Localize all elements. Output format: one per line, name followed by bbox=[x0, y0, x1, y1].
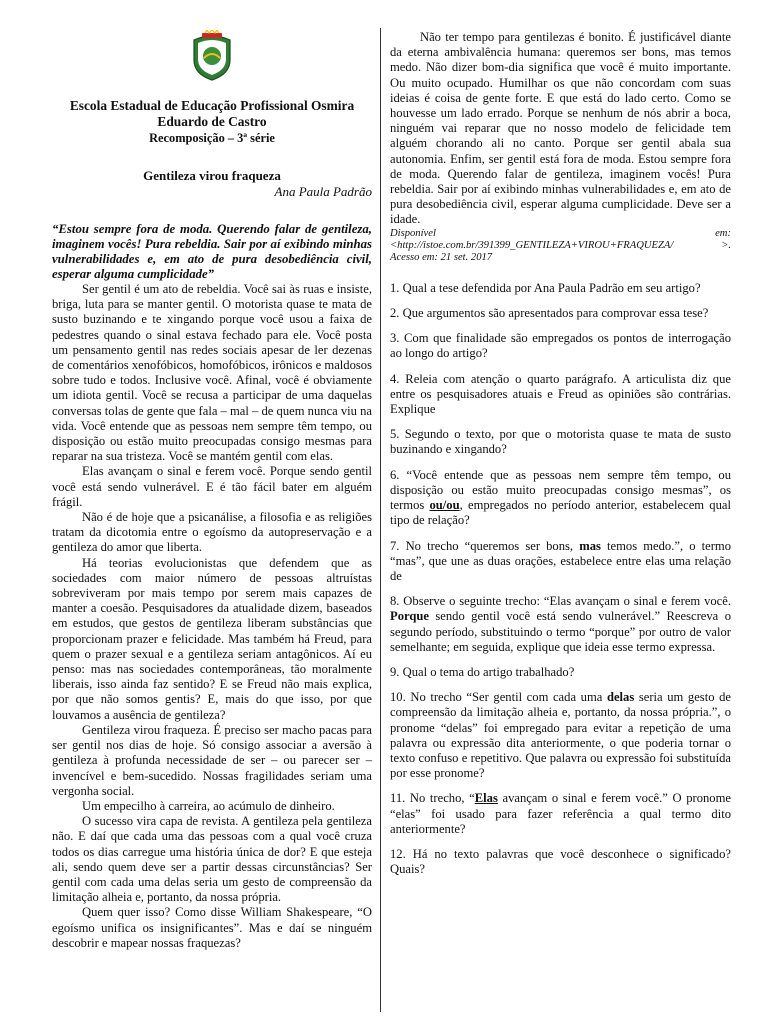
question-4: 4. Releia com atenção o quarto parágrafo. A articulista diz que entre os pesquisadores atuais e Freud as opiniões são contrárias. Explique bbox=[390, 371, 731, 417]
question-7 bbox=[390, 539, 731, 585]
source-url[interactable]: <http://istoe.com.br/391399_GENTILEZA+VIROU+FRAQUEZA/ bbox=[390, 240, 674, 252]
question-7-text: 7. No trecho “queremos ser bons, bbox=[390, 538, 580, 553]
question-3: 3. Com que finalidade são empregados os pontos de interrogação ao longo do artigo? bbox=[390, 331, 731, 361]
question-11 bbox=[390, 791, 731, 837]
article-paragraph: Elas avançam o sinal e ferem você. Porque sendo gentil você está sendo vulnerável. E é tão fácil bater em alguém frágil. bbox=[52, 464, 372, 509]
question-11-text-end: avançam o sinal e ferem você.” O pronome “elas” foi usado para fazer referência a qual termo dito anteriormente? bbox=[390, 791, 731, 836]
question-9: 9. Qual o tema do artigo trabalhado? bbox=[390, 664, 575, 679]
article-paragraph: O sucesso vira capa de revista. A gentileza pela gentileza não. E daí que cada uma das pessoas com a qual você cruza todos os dias carregue uma história única de dor? E que esteja ali, sendo quem deve ser a partir dessas circunstâncias? Ser gentil com cada uma delas seria um gesto de compreensão da limitação alheia e, portanto, da nossa própria. bbox=[52, 814, 372, 905]
question-10-text: 10. No trecho “Ser gentil com cada uma bbox=[390, 690, 607, 705]
school-name-line2: Eduardo de Castro bbox=[157, 114, 267, 129]
article-paragraph: Há teorias evolucionistas que defendem que as sociedades com maior número de pessoas altruístas sobreviveram por mais tempo por serem mais capazes de manter a coesão. Pesquisadores da atualidade dizem, baseados em estudos, que gestos de gentileza liberam substâncias que proporcionam prazer e felicidade. Mas também há Freud, para quem o prazer sexual e a gentileza seriam antagônicos. Aí eu penso: mas nas sociedades contemporâneas, tão moralmente liberais, isso ainda faz sentido? E se Freud não mais explica, por que não somos gentis? E, mais do que isso, por que louvamos a ausência de gentileza? bbox=[52, 555, 372, 722]
article-paragraph: Não ter tempo para gentilezas é bonito. É justificável diante da eterna ambivalência humana: queremos ser bons, mas temos medo. Não dizer bom-dia significa que você é muito importante. Ou muito ocupado. Humilhar os que não concordam com suas ideias é coisa de gente forte. E que está do lado certo. Como se houvesse um lado errado. Porque se nenhum de nós abrir a boca, ninguém vai reparar que no nosso modelo de felicidade tem alguém chorando ali no canto. Porque ser gentil abala sua autonomia. Enfim, ser gentil está fora de moda. Estou sempre fora de moda. Querendo falar de gentileza, imaginem vocês! Pura rebeldia. Sair por aí exibindo minhas vulnerabilidades e, em ato de pura desobediência civil, esperar alguma cumplicidade. Deve ser a idade. bbox=[390, 30, 731, 227]
question-8-highlight: Porque bbox=[390, 609, 429, 624]
article-paragraph: Ser gentil é um ato de rebeldia. Você sai às ruas e insiste, briga, luta para se manter gentil. O motorista quase te mata de susto buzinando e te xingando porque você usou a faixa de pedestres quando o sinal estava fechado para ele. Você posta um pensamento gentil nas redes sociais apesar de ler dezenas de comentários xenofóbicos, homofóbicos, irônicos e maldosos sobre tudo e todos. Inclusive você. Afinal, você é obviamente um idiota gentil. Você se recusa a participar de uma daquelas conversas tolas de gente que fala – mal – de quem nunca viu na vida. Você entende que as pessoas nem sempre têm tempo, ou disposição ou estão muito preocupadas consigo mesmas para reparar na sua tristeza. Você se mantém gentil com elas. bbox=[52, 282, 372, 464]
question-11-highlight: Elas bbox=[474, 791, 498, 806]
source-access: Acesso em: 21 set. 2017 bbox=[390, 252, 493, 264]
school-crest-icon bbox=[190, 30, 234, 82]
question-5: 5. Segundo o texto, por que o motorista quase te mata de susto buzinando e xingando? bbox=[390, 427, 731, 457]
article-title: Gentileza virou fraqueza bbox=[143, 168, 281, 183]
source-em: em: bbox=[715, 227, 731, 239]
left-column bbox=[52, 30, 372, 951]
question-7-highlight: mas bbox=[579, 538, 601, 553]
article-paragraph: Um empecilho à carreira, ao acúmulo de dinheiro. bbox=[82, 798, 335, 813]
article-author: Ana Paula Padrão bbox=[274, 184, 372, 199]
question-2: 2. Que argumentos são apresentados para comprovar essa tese? bbox=[390, 306, 709, 321]
source-url-line bbox=[390, 240, 731, 252]
question-10 bbox=[390, 690, 731, 781]
column-divider bbox=[380, 28, 381, 1012]
question-6 bbox=[390, 468, 731, 529]
question-11-text: 11. No trecho, “ bbox=[390, 791, 475, 806]
class-subtitle: Recomposição – 3ª série bbox=[149, 131, 275, 145]
question-12: 12. Há no texto palavras que você desconhece o significado? Quais? bbox=[390, 846, 731, 877]
question-7-text-end: temos medo.”, o termo “mas”, que une as duas orações, estabelece entre elas uma relação de bbox=[390, 538, 732, 583]
source-label: Disponível bbox=[390, 227, 436, 239]
source-line bbox=[390, 228, 731, 240]
question-8 bbox=[390, 594, 731, 655]
article-paragraph: Não é de hoje que a psicanálise, a filosofia e as religiões tratam da dicotomia entre o egoísmo da autopreservação e a gentileza do amor que liberta. bbox=[52, 510, 372, 555]
article-paragraph: Quem quer isso? Como disse William Shakespeare, “O egoísmo unifica os insignificantes”. Mas e daí se ninguém descobrir e mapear nossas fraquezas? bbox=[52, 905, 372, 950]
question-1: 1. Qual a tese defendida por Ana Paula Padrão em seu artigo? bbox=[390, 280, 701, 295]
source-url-end: >. bbox=[721, 240, 731, 252]
question-6-text-end: , empregados no período anterior, estabelecem qual tipo de relação? bbox=[390, 498, 731, 528]
question-6-text: 6. “Você entende que as pessoas nem sempre têm tempo, ou disposição ou estão muito preocupadas consigo mesmas”, os termos bbox=[390, 467, 731, 513]
article-paragraph: Gentileza virou fraqueza. É preciso ser macho pacas para ser gentil nos dias de hoje. Só consigo associar a aversão à gentileza à profunda necessidade de ser – ou parecer ser – invencível e bem-sucedido. Nossas fragilidades seriam uma vergonha social. bbox=[52, 722, 372, 798]
school-name-line1: Escola Estadual de Educação Profissional Osmira bbox=[69, 98, 355, 113]
question-8-text-end: sendo gentil você está sendo vulnerável.” Reescreva o segundo período, substituindo o termo “porque” por outro de valor semelhante; em seguida, explique que ideia esse termo expressa. bbox=[390, 609, 731, 654]
question-8-text: 8. Observe o seguinte trecho: “Elas avançam o sinal e ferem você. bbox=[390, 594, 731, 609]
right-column bbox=[390, 30, 731, 877]
question-10-highlight: delas bbox=[606, 690, 635, 705]
question-6-highlight: ou/ou bbox=[429, 498, 460, 513]
article-epigraph: “Estou sempre fora de moda. Querendo falar de gentileza, imaginem vocês! Pura rebeldia. Sair por aí exibindo minhas vulnerabilidades e, em ato de pura desobediência civil, esperar alguma cumplicidade” bbox=[52, 222, 372, 281]
question-10-text-end: seria um gesto de compreensão da limitação alheia e, portanto, da nossa própria.”, o pronome “delas” foi empregado para evitar a repetição de uma palavra ou expressão dita anteriormente, o que poderia tornar o texto confuso e repetitivo. Que palavra ou expressão foi substituída por esse pronome? bbox=[390, 690, 731, 781]
